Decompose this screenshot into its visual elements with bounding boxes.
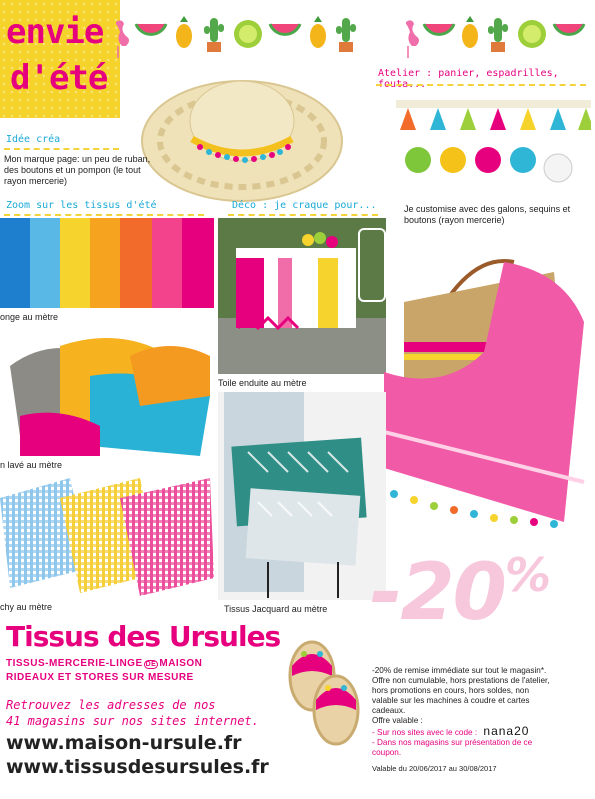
button-row xyxy=(405,147,572,182)
lime-icon xyxy=(518,20,546,48)
caption-toile: Toile enduite au mètre xyxy=(218,378,307,388)
discount-big xyxy=(370,548,549,638)
atelier-heading: Atelier : panier, espadrilles, fouta... xyxy=(378,68,559,90)
promo-line-1: -20% de remise immédiate sur tout le magasin*. xyxy=(372,666,547,675)
flamingo-icon xyxy=(406,20,419,58)
idee-text: Mon marque page: un peu de ruban, des boutons et un pompon (le tout rayon mercerie) xyxy=(4,154,151,186)
promo-code: nana20 xyxy=(483,724,530,738)
discount-percent: % xyxy=(504,548,550,602)
promo-store-line-2: coupon. xyxy=(372,748,402,757)
pineapple-icon xyxy=(310,16,326,48)
brand-sub1-a: TISSUS-MERCERIE-LINGE xyxy=(6,658,143,669)
cactus-icon xyxy=(204,18,224,52)
brand-sub1-mid: DE xyxy=(145,661,157,668)
bag-fouta-photo xyxy=(384,232,595,532)
top-icon-row xyxy=(100,14,595,58)
table-photo xyxy=(218,218,386,374)
vichy-photo xyxy=(0,478,214,596)
atelier-dash xyxy=(376,84,586,86)
cactus-icon xyxy=(336,18,356,52)
zoom-heading: Zoom sur les tissus d'été xyxy=(6,200,157,211)
brand-url1[interactable]: www.maison-ursule.fr xyxy=(6,732,242,754)
jacquard-photo xyxy=(218,392,386,600)
brand-tag1: Retrouvez les adresses de nos xyxy=(6,698,216,712)
brand-tag2: 41 magasins sur nos sites internet. xyxy=(6,714,259,728)
watermelon-icon xyxy=(424,24,454,34)
cactus-icon xyxy=(488,18,508,52)
watermelon-icon xyxy=(554,24,584,34)
discount-value: -20 xyxy=(370,548,505,638)
brand-sub1 xyxy=(6,658,202,669)
zoom-dash xyxy=(4,214,204,216)
promo-validity: Valable du 20/06/2017 au 30/08/2017 xyxy=(372,764,497,773)
hat-illustration xyxy=(140,55,345,205)
brand-name: Tissus des Ursules xyxy=(6,620,281,653)
pineapple-icon xyxy=(176,16,192,48)
tassel-row xyxy=(400,108,591,130)
caption-eponge: onge au mètre xyxy=(0,312,59,322)
banner-title-line1: envie xyxy=(6,12,104,52)
promo-valable: Offre valable : xyxy=(372,716,423,725)
idee-dash xyxy=(4,148,119,150)
atelier-text: Je customise avec des galons, sequins et boutons (rayon mercerie) xyxy=(404,204,571,225)
promo-line-2: Offre non cumulable, hors prestations de l'atelier, xyxy=(372,676,550,685)
promo-store-line-1: - Dans nos magasins sur présentation de ce xyxy=(372,738,533,747)
brand-sub2: RIDEAUX ET STORES SUR MESURE xyxy=(6,672,194,683)
promo-site-line xyxy=(372,726,594,738)
brand-url2[interactable]: www.tissusdesursules.fr xyxy=(6,756,269,778)
caption-jacquard: Tissus Jacquard au mètre xyxy=(224,604,328,614)
espadrilles-photo xyxy=(282,636,364,748)
eponge-photo xyxy=(0,218,214,308)
brand-sub1-b: MAISON xyxy=(159,658,203,669)
promo-text xyxy=(372,666,594,774)
promo-line-5: cadeaux. xyxy=(372,706,406,715)
promo-site-text: - Sur nos sites avec le code : xyxy=(372,728,478,737)
pineapple-icon xyxy=(462,16,478,48)
deco-heading: Déco : je craque pour... xyxy=(232,200,377,211)
promo-line-3: hors promotions en cours, hors soldes, non xyxy=(372,686,530,695)
icon-row-svg xyxy=(100,14,595,58)
lime-icon xyxy=(234,20,262,48)
watermelon-icon xyxy=(270,24,300,34)
promo-line-4: valable sur les machines à coudre et cartes xyxy=(372,696,530,705)
flamingo-icon xyxy=(116,20,129,58)
idee-heading: Idée créa xyxy=(6,134,61,145)
watermelon-icon xyxy=(136,24,166,34)
tassels-buttons-photo xyxy=(396,94,591,194)
caption-lave: n lavé au mètre xyxy=(0,460,63,470)
banner-title-line2: d'été xyxy=(10,58,108,98)
deco-dash xyxy=(228,214,378,216)
caption-vichy: chy au mètre xyxy=(0,602,53,612)
lave-photo xyxy=(0,326,214,456)
